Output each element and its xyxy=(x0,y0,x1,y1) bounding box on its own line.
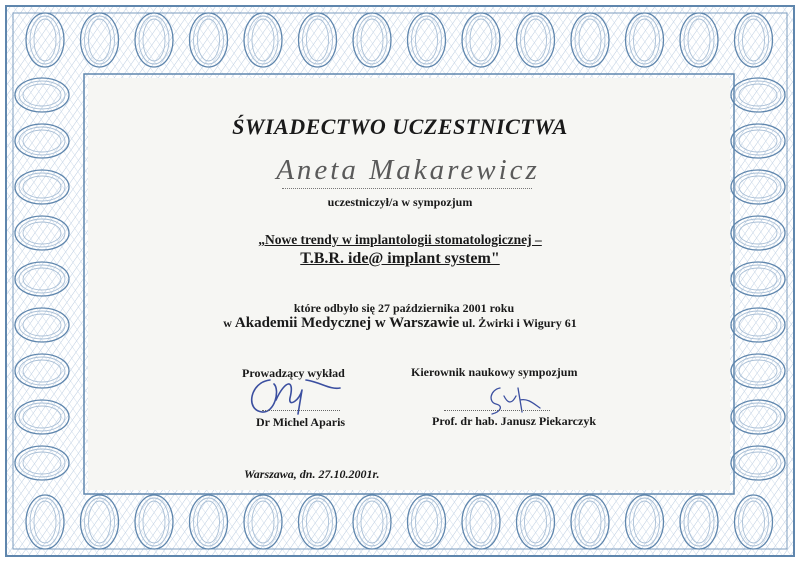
manager-label: Kierownik naukowy sympozjum xyxy=(411,365,578,379)
lecturer-label: Prowadzący wykład xyxy=(242,366,345,380)
venue-prefix: w xyxy=(223,316,232,330)
lecture-title-line1: „Nowe trendy w implantologii stomatologicznej – xyxy=(258,232,542,247)
manager-signature xyxy=(470,382,550,418)
manager-name: Prof. dr hab. Janusz Piekarczyk xyxy=(432,414,597,428)
lecturer-signature-line xyxy=(262,410,340,411)
held-date-text: które odbyło się 27 października 2001 roku xyxy=(293,301,515,315)
lecturer-name: Dr Michel Aparis xyxy=(256,415,346,429)
participant-name: Aneta Makarewicz xyxy=(276,154,540,186)
venue-address: ul. Żwirki i Wigury 61 xyxy=(462,316,577,330)
venue-name: Akademii Medycznej w Warszawie xyxy=(234,315,460,331)
participation-text: uczestniczył/a w sympozjum xyxy=(327,195,473,209)
venue-line xyxy=(223,315,577,332)
name-dotted-line xyxy=(282,188,532,189)
certificate-title: ŚWIADECTWO UCZESTNICTWA xyxy=(232,114,568,139)
manager-signature-line xyxy=(444,410,550,411)
lecture-title-line2: T.B.R. ide@ implant system" xyxy=(300,250,500,267)
place-date: Warszawa, dn. 27.10.2001r. xyxy=(244,467,380,481)
lecturer-signature xyxy=(240,370,350,420)
